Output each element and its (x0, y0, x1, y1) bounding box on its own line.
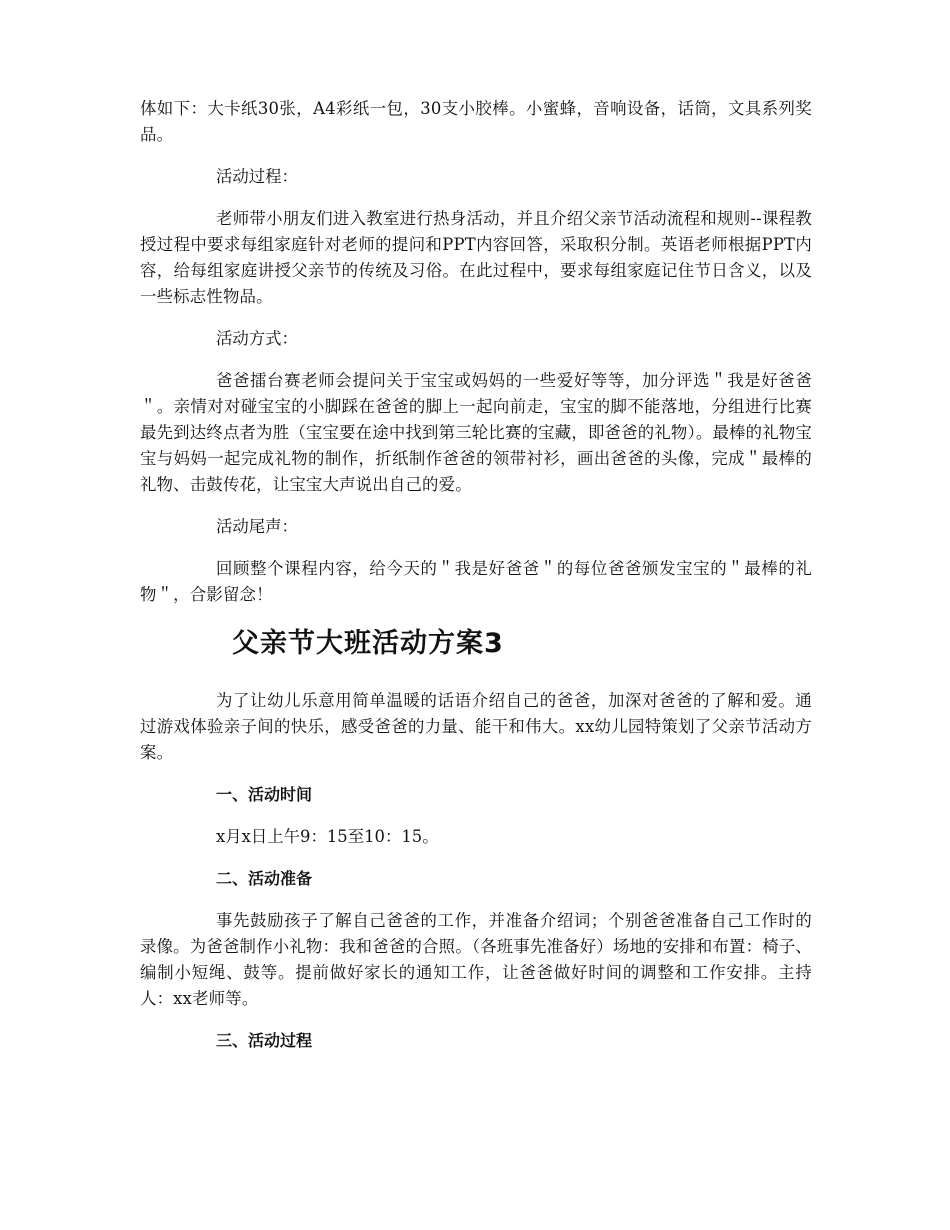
ending-label: 活动尾声： (216, 517, 298, 536)
process-paragraph: 老师带小朋友们进入教室进行热身活动，并且介绍父亲节活动流程和规则--课程教授过程中要求每组家庭针对老师的提问和PPT内容回答，采取积分制。英语老师根据PPT内容，给每组家庭讲授父亲节的传统及习俗。在此过程中，要求每组家庭记住节日含义，以及一些标志性物品。 (140, 209, 812, 306)
activity-time-text: x月x日上午9：15至10：15。 (216, 827, 439, 846)
intro-paragraph-tail: 体如下：大卡纸30张，A4彩纸一包，30支小胶棒。小蜜蜂，音响设备，话筒，文具系列奖品。 (140, 99, 812, 144)
section-title: 父亲节大班活动方案3 (232, 628, 504, 659)
method-label: 活动方式： (216, 329, 298, 348)
method-paragraph: 爸爸擂台赛老师会提问关于宝宝或妈妈的一些爱好等等，加分评选＂我是好爸爸＂。亲情对对碰宝宝的小脚踩在爸爸的脚上一起向前走，宝宝的脚不能落地，分组进行比赛最先到达终点者为胜（宝宝要在途中找到第三轮比赛的宝藏，即爸爸的礼物）。最棒的礼物宝宝与妈妈一起完成礼物的制作，折纸制作爸爸的领带衬衫，画出爸爸的头像，完成＂最棒的礼物、击鼓传花，让宝宝大声说出自己的爱。 (140, 371, 813, 494)
section-intro-paragraph: 为了让幼儿乐意用简单温暖的话语介绍自己的爸爸，加深对爸爸的了解和爱。通过游戏体验亲子间的快乐，感受爸爸的力量、能干和伟大。xx幼儿园特策划了父亲节活动方案。 (140, 691, 812, 762)
heading-activity-process: 三、活动过程 (216, 1031, 313, 1050)
heading-activity-time: 一、活动时间 (216, 785, 313, 804)
ending-paragraph: 回顾整个课程内容，给今天的＂我是好爸爸＂的每位爸爸颁发宝宝的＂最棒的礼物＂，合影留念！ (140, 559, 812, 604)
document-page (140, 96, 812, 1054)
heading-activity-prep: 二、活动准备 (216, 869, 313, 888)
process-label: 活动过程： (216, 167, 298, 186)
activity-prep-paragraph: 事先鼓励孩子了解自己爸爸的工作，并准备介绍词；个别爸爸准备自己工作时的录像。为爸爸制作小礼物：我和爸爸的合照。（各班事先准备好）场地的安排和布置：椅子、编制小短绳、鼓等。提前做好家长的通知工作，让爸爸做好时间的调整和工作安排。主持人：xx老师等。 (140, 911, 813, 1008)
